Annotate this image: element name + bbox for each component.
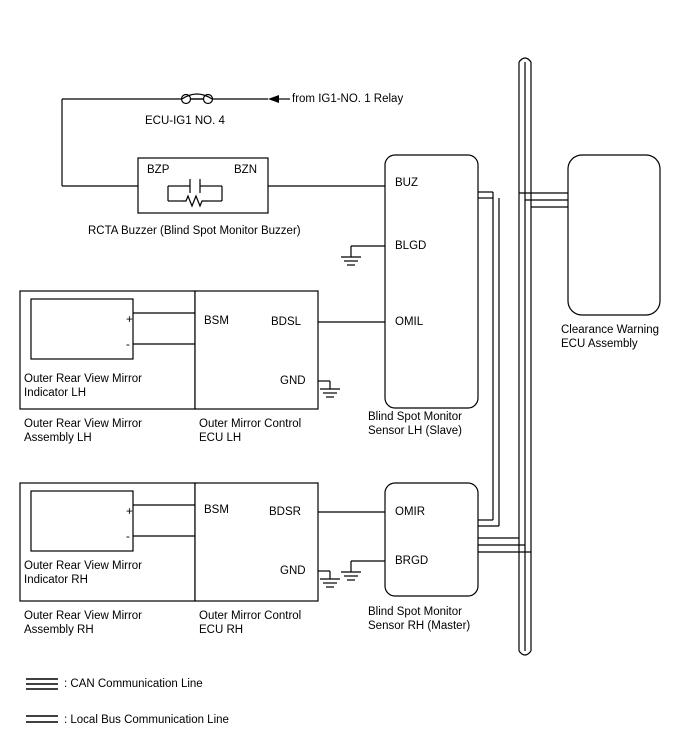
mirror-assembly-rh-caption-line2: Assembly RH (24, 624, 94, 636)
can-bus-cap-top (519, 58, 531, 62)
fuse-label: ECU-IG1 NO. 4 (145, 115, 225, 127)
mirror-rh-minus-label: - (126, 531, 130, 543)
bsm-lh-terminal-omil: OMIL (395, 316, 424, 328)
bsm-rh-caption-line2: Sensor RH (Master) (368, 620, 471, 632)
clearance-warning-ecu-box (568, 155, 660, 315)
mirror-ecu-lh-terminal-bsm: BSM (204, 315, 229, 327)
clearance-warning-ecu-caption-line2: ECU Assembly (561, 338, 638, 350)
bsm-lh-terminal-buz: BUZ (395, 177, 418, 189)
mirror-assembly-lh-caption-line1: Outer Rear View Mirror (24, 418, 143, 430)
clearance-warning-ecu-caption-line1: Clearance Warning (561, 324, 660, 336)
mirror-lh-plus-label: + (126, 314, 133, 326)
mirror-indicator-lh-label-line1: Outer Rear View Mirror (24, 373, 143, 385)
mirror-ecu-lh-caption-line1: Outer Mirror Control (199, 418, 302, 430)
mirror-indicator-lh-box (31, 299, 133, 359)
bsm-lh-terminal-blgd: BLGD (395, 240, 427, 252)
buzzer-terminal-bzp: BZP (147, 164, 170, 176)
mirror-ecu-rh-caption-line2: ECU RH (199, 624, 244, 636)
mirror-assembly-lh-caption-line2: Assembly LH (24, 432, 92, 444)
mirror-ecu-rh-terminal-gnd: GND (280, 565, 306, 577)
mirror-ecu-lh-terminal-bdsl: BDSL (271, 316, 302, 328)
buzzer-terminal-bzn: BZN (234, 164, 257, 176)
mirror-lh-minus-label: - (126, 339, 130, 351)
bsm-lh-box (385, 155, 478, 408)
mirror-indicator-rh-label-line2: Indicator RH (24, 574, 88, 586)
ig1-arrow-head (268, 95, 279, 103)
legend-can-label: : CAN Communication Line (64, 678, 203, 690)
can-bus-cap-bottom (519, 651, 531, 655)
bsm-rh-caption-line1: Blind Spot Monitor (368, 606, 462, 618)
mirror-indicator-rh-label-line1: Outer Rear View Mirror (24, 560, 143, 572)
rcta-buzzer-caption: RCTA Buzzer (Blind Spot Monitor Buzzer) (88, 225, 301, 237)
mirror-rh-plus-label: + (126, 506, 133, 518)
mirror-ecu-lh-terminal-gnd: GND (280, 375, 306, 387)
mirror-assembly-rh-caption-line1: Outer Rear View Mirror (24, 610, 143, 622)
mirror-ecu-rh-terminal-bsm: BSM (204, 504, 229, 516)
bsm-rh-terminal-omir: OMIR (395, 506, 426, 518)
mirror-ecu-lh-caption-line2: ECU LH (199, 432, 242, 444)
bsm-rh-terminal-brgd: BRGD (395, 555, 429, 567)
mirror-ecu-lh-box (195, 291, 318, 409)
mirror-ecu-rh-caption-line1: Outer Mirror Control (199, 610, 302, 622)
bsm-lh-caption-line1: Blind Spot Monitor (368, 411, 462, 423)
ig1-source-label: from IG1-NO. 1 Relay (292, 93, 404, 105)
mirror-ecu-rh-box (195, 483, 318, 601)
bsm-rh-box (385, 483, 478, 596)
mirror-indicator-rh-box (31, 491, 133, 551)
legend-localbus-label: : Local Bus Communication Line (64, 714, 229, 726)
mirror-ecu-rh-terminal-bdsr: BDSR (269, 506, 301, 518)
bsm-lh-caption-line2: Sensor LH (Slave) (368, 425, 462, 437)
mirror-indicator-lh-label-line2: Indicator LH (24, 387, 87, 399)
